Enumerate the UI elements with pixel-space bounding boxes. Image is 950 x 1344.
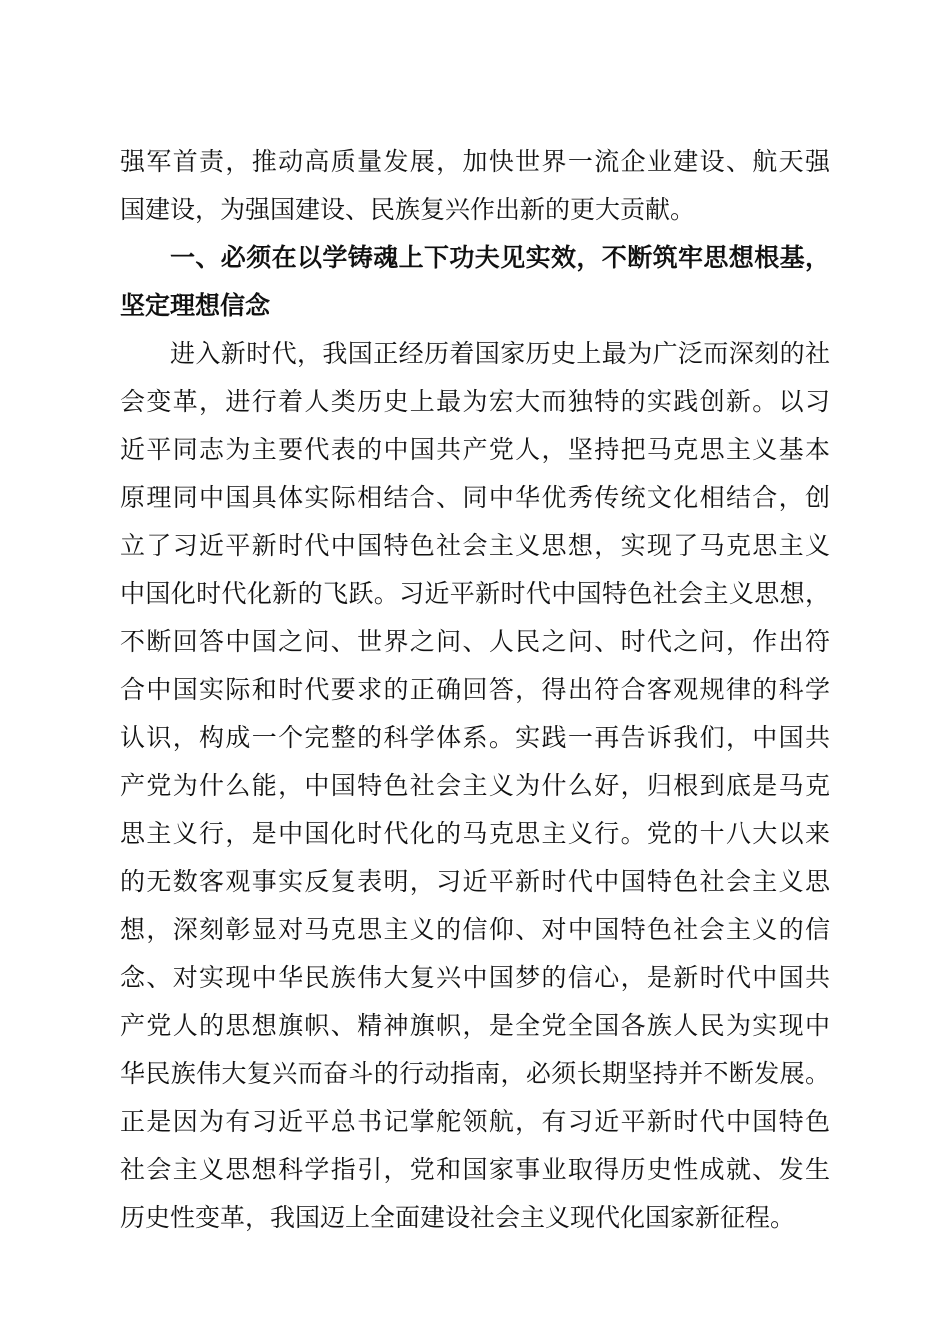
paragraph-line: 的无数客观事实反复表明，习近平新时代中国特色社会主义思: [120, 867, 830, 896]
paragraph-line: 中国化时代化新的飞跃。习近平新时代中国特色社会主义思想，: [120, 579, 830, 608]
paragraph-line: 念、对实现中华民族伟大复兴中国梦的信心，是新时代中国共: [120, 963, 830, 992]
intro-line-1: 强军首责，推动高质量发展，加快世界一流企业建设、航天强: [120, 147, 830, 176]
paragraph-line-last: 历史性变革，我国迈上全面建设社会主义现代化国家新征程。: [120, 1203, 796, 1232]
paragraph-line: 进入新时代，我国正经历着国家历史上最为广泛而深刻的社: [170, 339, 830, 368]
paragraph-line: 会变革，进行着人类历史上最为宏大而独特的实践创新。以习: [120, 387, 830, 416]
paragraph-line: 产党为什么能，中国特色社会主义为什么好，归根到底是马克: [120, 771, 830, 800]
paragraph-line: 社会主义思想科学指引，党和国家事业取得历史性成就、发生: [120, 1155, 830, 1184]
paragraph-line: 合中国实际和时代要求的正确回答，得出符合客观规律的科学: [120, 675, 830, 704]
paragraph-line: 原理同中国具体实际相结合、同中华优秀传统文化相结合，创: [120, 483, 830, 512]
section-heading-line-2: 坚定理想信念: [120, 291, 271, 320]
paragraph-line: 华民族伟大复兴而奋斗的行动指南，必须长期坚持并不断发展。: [120, 1059, 830, 1088]
section-heading-line-1: 一、必须在以学铸魂上下功夫见实效，不断筑牢思想根基，: [170, 243, 830, 272]
paragraph-line: 正是因为有习近平总书记掌舵领航，有习近平新时代中国特色: [120, 1107, 830, 1136]
intro-line-2: 国建设，为强国建设、民族复兴作出新的更大贡献。: [120, 195, 696, 224]
paragraph-line: 近平同志为主要代表的中国共产党人，坚持把马克思主义基本: [120, 435, 830, 464]
paragraph-line: 思主义行，是中国化时代化的马克思主义行。党的十八大以来: [120, 819, 830, 848]
paragraph-line: 想，深刻彰显对马克思主义的信仰、对中国特色社会主义的信: [120, 915, 830, 944]
paragraph-line: 立了习近平新时代中国特色社会主义思想，实现了马克思主义: [120, 531, 830, 560]
paragraph-line: 不断回答中国之问、世界之问、人民之问、时代之问，作出符: [120, 627, 830, 656]
paragraph-line: 产党人的思想旗帜、精神旗帜，是全党全国各族人民为实现中: [120, 1011, 830, 1040]
paragraph-line: 认识，构成一个完整的科学体系。实践一再告诉我们，中国共: [120, 723, 830, 752]
